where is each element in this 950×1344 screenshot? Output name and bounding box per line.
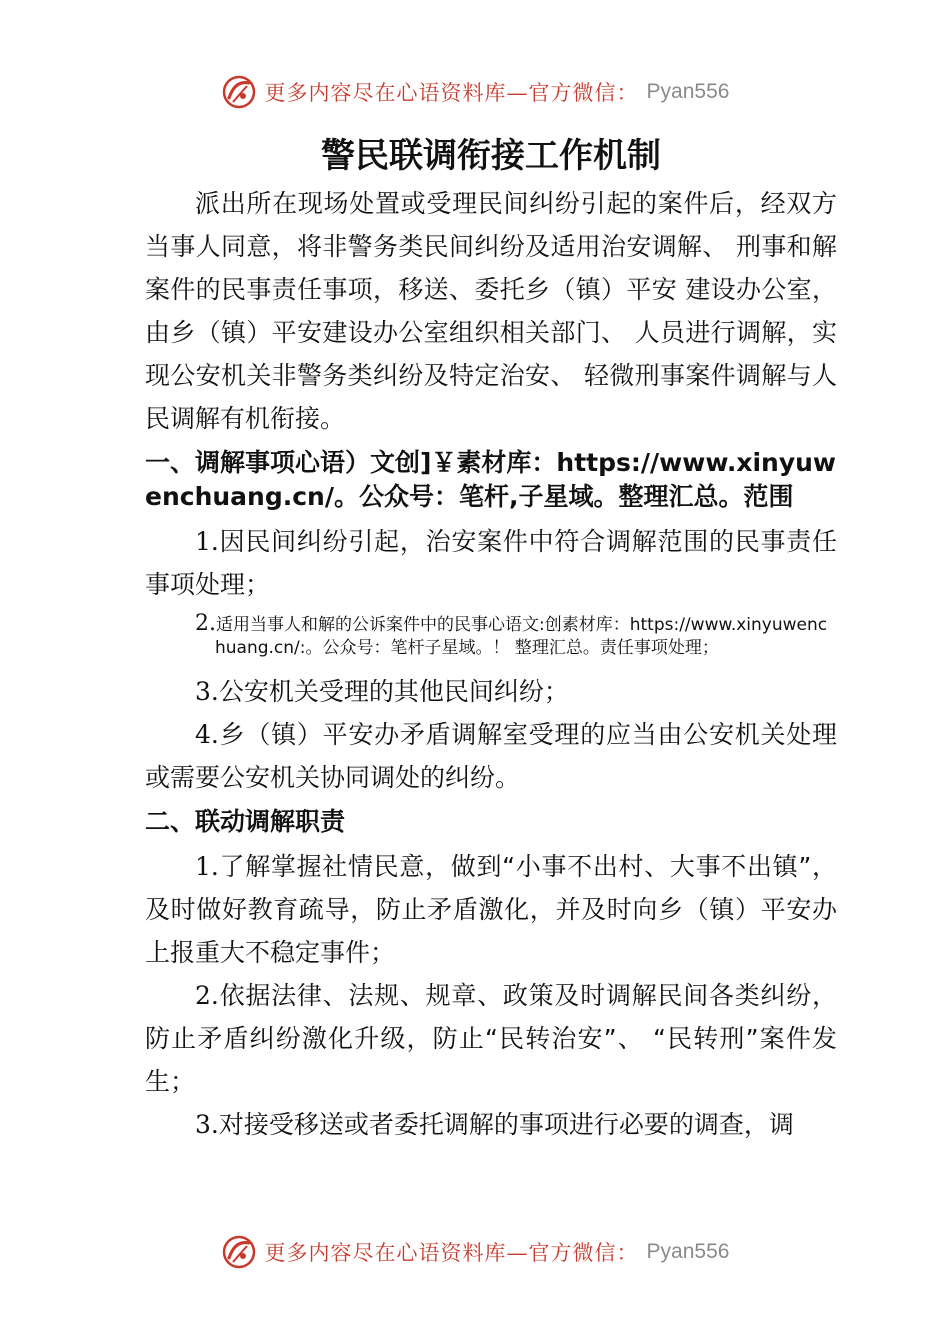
item-text: 了解掌握社情民意，做到“小事不出村、大事不出镇”，及时做好教育疏导，防止矛盾激化，并及时向乡（镇）平安办上报重大不稳定事件； [145,852,837,967]
document-body [145,130,837,1146]
brand-logo-icon [221,74,257,110]
item-text: 因民间纠纷引起，治安案件中符合调解范围的民事责任事项处理； [145,527,837,599]
item-number: 3. [195,677,219,706]
item-number: 3. [195,1110,219,1139]
footer-watermark [0,1230,950,1274]
item-number: 1. [195,852,219,881]
item-number: 2. [195,981,219,1010]
list-item [145,1103,837,1146]
list-item [145,974,837,1103]
section-heading-2: 二、联动调解职责 [145,807,346,836]
item-text: 依据法律、法规、规章、政策及时调解民间各类纠纷，防止矛盾纠纷激化升级，防止“民转治安”、 “民转刑”案件发生； [145,981,837,1096]
item-text: 公安机关受理的其他民间纠纷； [218,677,569,706]
item-text: 适用当事人和解的公诉案件中的民事心语文:创素材库：https://www.xinyuwenchuang.cn/:。公众号：笔杆子星域。！ 整理汇总。责任事项处理； [215,615,828,658]
watermark-brand-text: 更多内容尽在心语资料库—官方微信： [264,81,639,105]
item-text: 对接受移送或者委托调解的事项进行必要的调查，调 [218,1110,794,1139]
item-text: 乡（镇）平安办矛盾调解室受理的应当由公安机关处理或需要公安机关协同调处的纠纷。 [145,720,837,792]
intro-paragraph: 派出所在现场处置或受理民间纠纷引起的案件后，经双方当事人同意，将非警务类民间纠纷及适用治安调解、 刑事和解案件的民事责任事项，移送、委托乡（镇）平安 建设办公室，由乡（镇）平安建设办公室组织相关部门、 人员进行调解，实现公安机关非警务类纠纷及特定治安、 轻微刑事案件调解与人民调解有机衔接。 [145,189,837,433]
page-title: 警民联调衔接工作机制 [321,136,661,176]
item-number: 1. [195,527,219,556]
item-number: 4. [195,720,219,749]
watermark-wechat-id: Pyan556 [646,1240,730,1263]
list-item [145,612,837,660]
list-item [145,670,837,713]
header-watermark [0,70,950,114]
brand-logo-icon [221,1234,257,1270]
watermark-wechat-id: Pyan556 [646,80,730,103]
list-item [145,845,837,974]
watermark-brand-text: 更多内容尽在心语资料库—官方微信： [264,1241,639,1265]
item-number: 2. [195,611,216,636]
list-item [145,520,837,606]
section-heading-1: 一、调解事项心语）文创]￥素材库：https://www.xinyuwenchuang.cn/。公众号：笔杆,子星域。整理汇总。范围 [145,448,837,511]
list-item [145,713,837,799]
